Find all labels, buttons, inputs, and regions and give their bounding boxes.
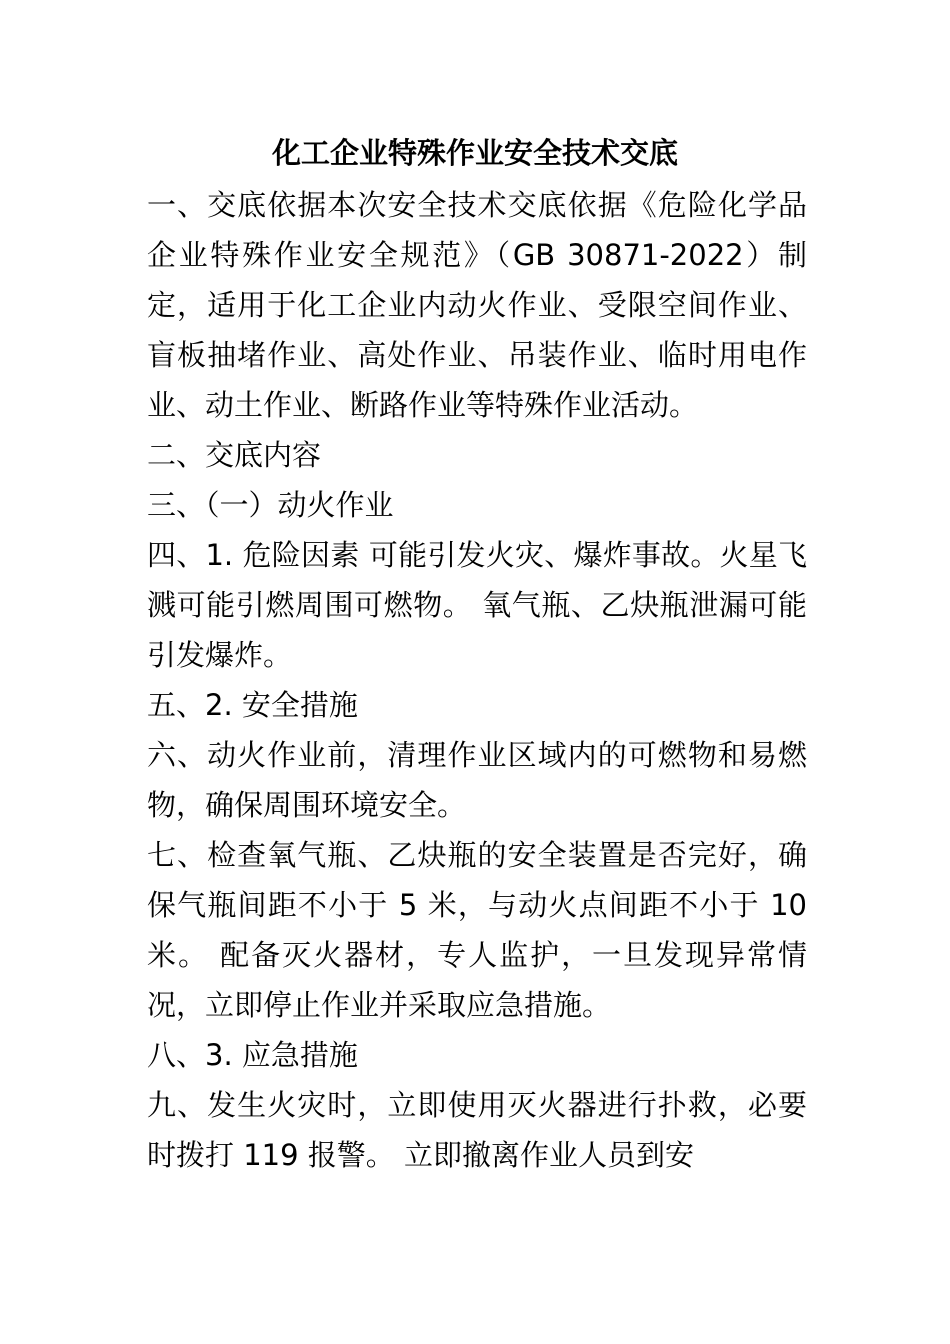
document-body — [147, 180, 807, 1180]
paragraph-hazards: 四、1. 危险因素 可能引发火灾、爆炸事故。火星飞溅可能引燃周围可燃物。 氧气瓶、乙炔瓶泄漏可能引发爆炸。 — [147, 538, 807, 672]
paragraph-emergency-1: 九、发生火灾时，立即使用灭火器进行扑救，必要时拨打 119 报警。 立即撤离作业人员到安 — [147, 1088, 807, 1172]
paragraph-safety-1: 六、动火作业前，清理作业区域内的可燃物和易燃物，确保周围环境安全。 — [147, 738, 807, 822]
paragraph-safety-2: 七、检查氧气瓶、乙炔瓶的安全装置是否完好，确保气瓶间距不小于 5 米，与动火点间距不小于 10 米。 配备灭火器材，专人监护，一旦发现异常情况，立即停止作业并采取应急措施。 — [147, 838, 807, 1022]
paragraph-safety-heading: 五、2. 安全措施 — [147, 688, 358, 722]
document-title: 化工企业特殊作业安全技术交底 — [271, 136, 678, 170]
paragraph-content-heading: 二、交底内容 — [147, 438, 322, 472]
paragraph-basis: 一、交底依据本次安全技术交底依据《危险化学品企业特殊作业安全规范》（GB 30871-2022）制定，适用于化工企业内动火作业、受限空间作业、盲板抽堵作业、高处作业、吊装作业、临时用电作业、动土作业、断路作业等特殊作业活动。 — [147, 188, 807, 422]
paragraph-emergency-heading: 八、3. 应急措施 — [147, 1038, 358, 1072]
paragraph-hot-work-heading: 三、（一）动火作业 — [147, 488, 394, 522]
